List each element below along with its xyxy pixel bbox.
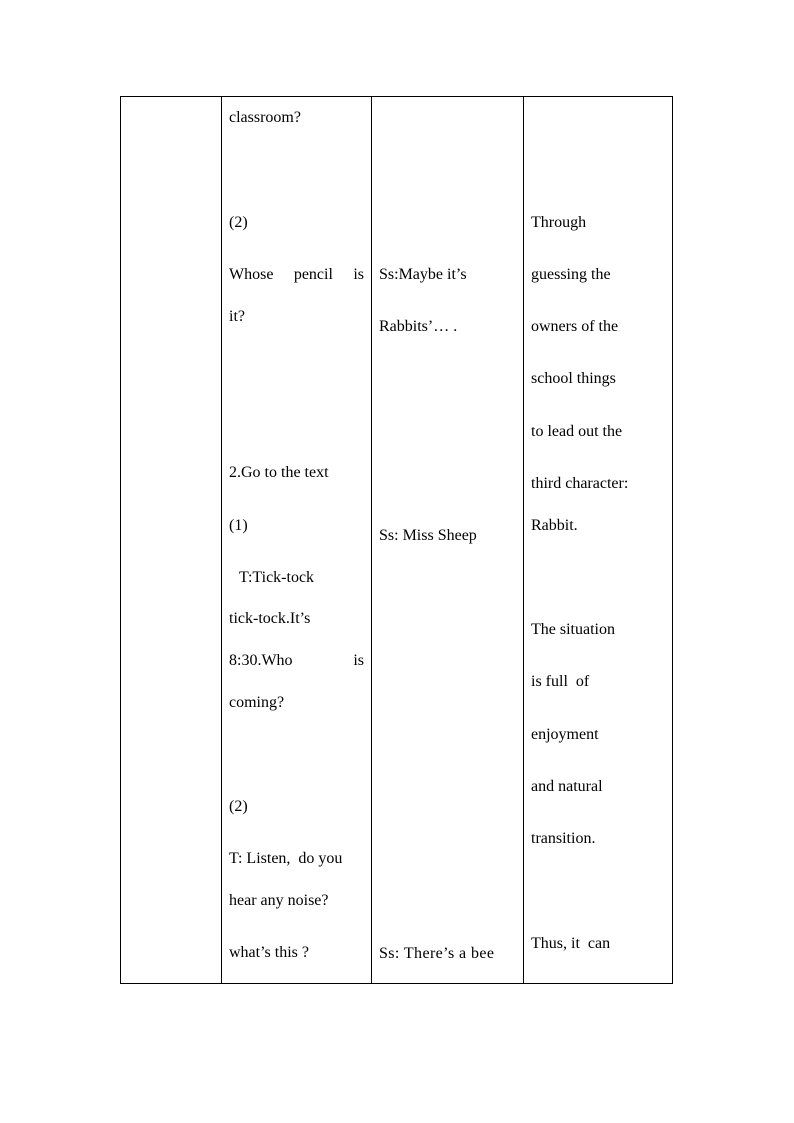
- col2-line-whats-this: what’s this ?: [229, 944, 309, 961]
- col4-line-full-of: is full of: [531, 673, 590, 690]
- col2-line-it: it?: [229, 308, 245, 325]
- col4-line-rabbit: Rabbit.: [531, 517, 578, 534]
- col3-line-bee: Ss: There’s a bee: [379, 945, 495, 962]
- column-divider-2: [371, 97, 372, 983]
- col4-line-thus: Thus, it can: [531, 935, 611, 952]
- col2-line-noise: hear any noise?: [229, 892, 329, 909]
- column-divider-3: [523, 97, 524, 983]
- col4-line-natural: and natural: [531, 778, 603, 795]
- col2-line-step-1: (1): [229, 517, 248, 534]
- word: Whose: [229, 266, 274, 283]
- col2-line-tick-tock: T:Tick-tock: [239, 569, 315, 586]
- col2-line-classroom: classroom?: [229, 109, 301, 126]
- col2-line-go-to-text: 2.Go to the text: [229, 464, 329, 481]
- word: pencil: [293, 266, 333, 283]
- col2-line-tick-tock-its: tick-tock.It’s: [229, 610, 311, 627]
- word: 8:30.Who: [229, 652, 293, 669]
- col2-line-coming: coming?: [229, 694, 285, 711]
- col3-line-maybe: Ss:Maybe it’s: [379, 266, 467, 283]
- col3-line-rabbits: Rabbits’… .: [379, 318, 458, 335]
- col2-line-step-2: (2): [229, 214, 248, 231]
- col4-line-guessing: guessing the: [531, 266, 611, 283]
- word: is: [353, 652, 364, 669]
- col2-line-step-2b: (2): [229, 798, 248, 815]
- col4-line-school-things: school things: [531, 370, 616, 387]
- col3-line-miss-sheep: Ss: Miss Sheep: [379, 527, 477, 544]
- col4-line-situation: The situation: [531, 621, 615, 638]
- col4-line-through: Through: [531, 214, 587, 231]
- col4-line-lead-out: to lead out the: [531, 423, 623, 440]
- col2-line-listen: T: Listen, do you: [229, 850, 343, 867]
- column-divider-1: [221, 97, 222, 983]
- col4-line-transition: transition.: [531, 830, 596, 847]
- col4-line-enjoyment: enjoyment: [531, 726, 599, 743]
- col4-line-owners: owners of the: [531, 318, 619, 335]
- word: is: [353, 266, 364, 283]
- col2-line-whose-pencil: [229, 265, 364, 285]
- col2-line-who: [229, 651, 364, 671]
- col4-line-third-character: third character:: [531, 475, 629, 492]
